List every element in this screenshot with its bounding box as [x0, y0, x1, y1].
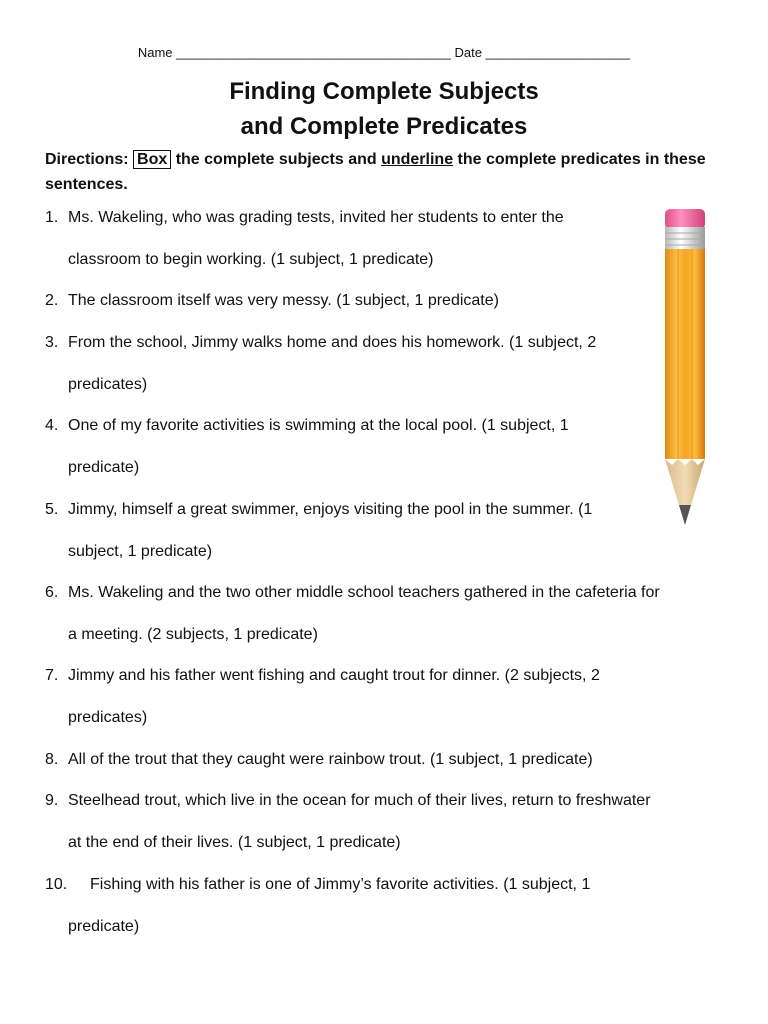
- question-text: The classroom itself was very messy. (1 subject, 1 predicate): [68, 292, 499, 309]
- question-text: Fishing with his father is one of Jimmy’s favorite activities. (1 subject, 1: [90, 876, 591, 893]
- question-text: Ms. Wakeling and the two other middle school teachers gathered in the cafeteria for: [68, 584, 660, 601]
- question-number: 2.: [45, 292, 59, 309]
- question-text: Jimmy and his father went fishing and caught trout for dinner. (2 subjects, 2: [68, 667, 600, 684]
- question-text: Ms. Wakeling, who was grading tests, invited her students to enter the: [68, 209, 564, 226]
- question-text: All of the trout that they caught were rainbow trout. (1 subject, 1 predicate): [68, 751, 593, 768]
- question-number: 3.: [45, 334, 59, 351]
- directions-underline-word: underline: [381, 151, 454, 168]
- question-number: 4.: [45, 417, 59, 434]
- directions: [45, 147, 735, 197]
- question-text: One of my favorite activities is swimming at the local pool. (1 subject, 1: [68, 417, 569, 434]
- question-text-continued: predicates): [68, 376, 148, 393]
- directions-box-word: Box: [133, 150, 171, 169]
- question-number: 9.: [45, 792, 59, 809]
- directions-middle: the complete subjects and: [171, 151, 382, 168]
- page-title-line-2: and Complete Predicates: [240, 113, 528, 140]
- question-number: 6.: [45, 584, 59, 601]
- question-text: Jimmy, himself a great swimmer, enjoys visiting the pool in the summer. (1: [68, 501, 593, 518]
- pencil-icon: [660, 207, 710, 532]
- question-text-continued: classroom to begin working. (1 subject, 1 predicate): [68, 251, 434, 268]
- question-number: 5.: [45, 501, 59, 518]
- question-text-continued: a meeting. (2 subjects, 1 predicate): [68, 626, 318, 643]
- question-text-continued: at the end of their lives. (1 subject, 1 predicate): [68, 834, 401, 851]
- directions-tail: the complete predicates in these sentences.: [45, 151, 706, 193]
- directions-lead: Directions:: [45, 151, 134, 168]
- page-title-line-1: Finding Complete Subjects: [229, 78, 539, 105]
- question-number: 1.: [45, 209, 59, 226]
- question-number: 8.: [45, 751, 59, 768]
- question-text: Steelhead trout, which live in the ocean for much of their lives, return to freshwater: [68, 792, 651, 809]
- question-number: 7.: [45, 667, 59, 684]
- question-text-continued: subject, 1 predicate): [68, 543, 213, 560]
- question-text-continued: predicates): [68, 709, 148, 726]
- question-text-continued: predicate): [68, 918, 140, 935]
- question-number: 10.: [45, 876, 68, 893]
- question-text: From the school, Jimmy walks home and does his homework. (1 subject, 2: [68, 334, 597, 351]
- question-text-continued: predicate): [68, 459, 140, 476]
- name-date-line: Name ______________________________________ Date ____________________: [137, 45, 631, 60]
